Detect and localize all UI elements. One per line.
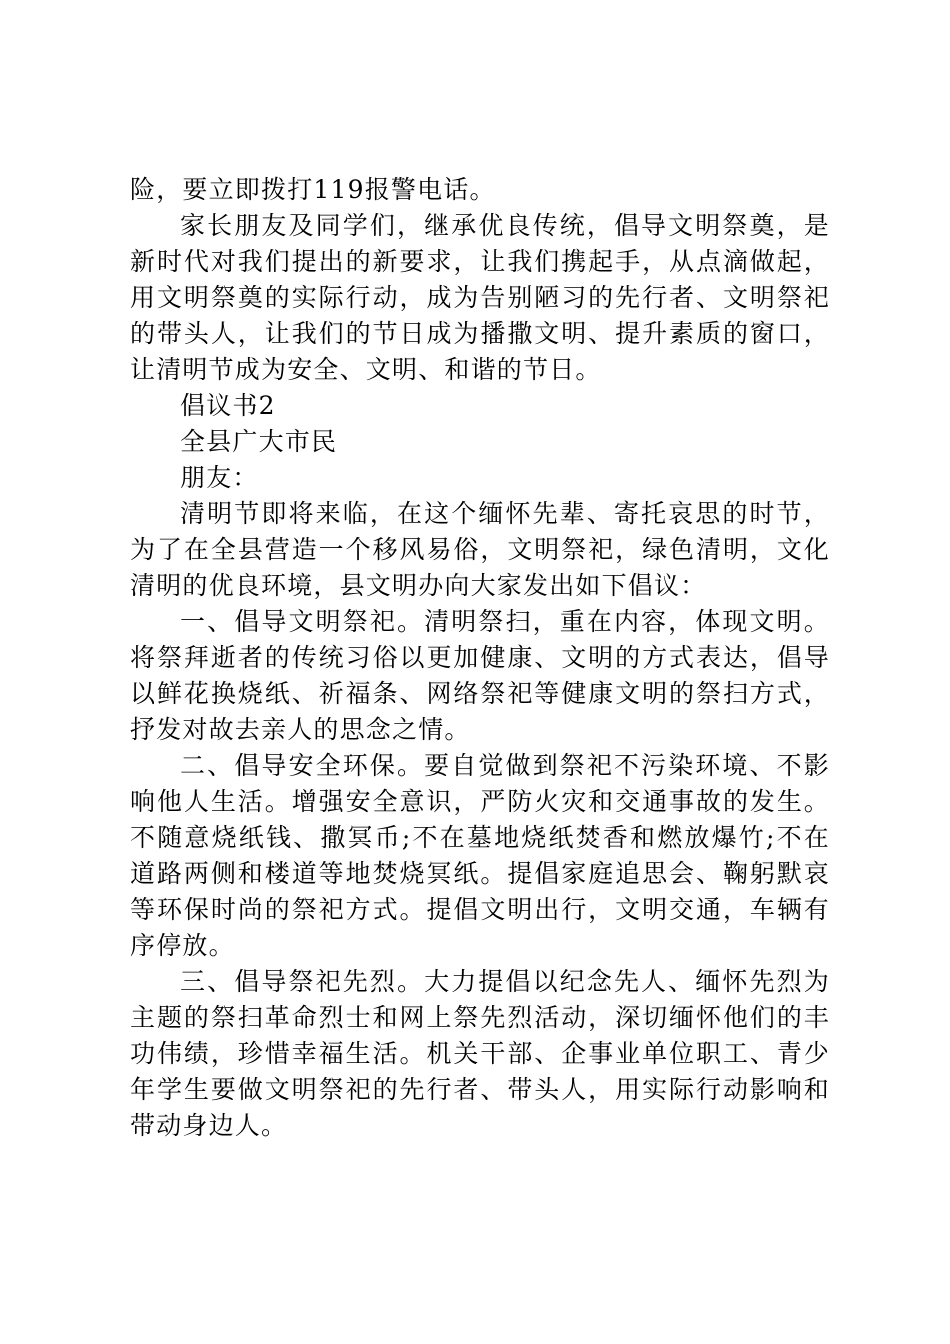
paragraph-intro: 清明节即将来临，在这个缅怀先辈、寄托哀思的时节，为了在全县营造一个移风易俗，文明祭祀，绿色清明，文化清明的优良环境，县文明办向大家发出如下倡议：: [130, 499, 830, 600]
paragraph-call-to-action: 家长朋友及同学们，继承优良传统，倡导文明祭奠，是新时代对我们提出的新要求，让我们携起手，从点滴做起，用文明祭奠的实际行动，成为告别陋习的先行者、文明祭祀的带头人，让我们的节日成为播撒文明、提升素质的窗口，让清明节成为安全、文明、和谐的节日。: [130, 211, 830, 384]
salutation-line-2: 朋友：: [180, 463, 259, 492]
document-body: [130, 172, 830, 1144]
paragraph-point-2: 二、倡导安全环保。要自觉做到祭祀不污染环境、不影响他人生活。增强安全意识，严防火灾和交通事故的发生。不随意烧纸钱、撒冥币;不在墓地烧纸焚香和燃放爆竹;不在道路两侧和楼道等地焚烧冥纸。提倡家庭追思会、鞠躬默哀等环保时尚的祭祀方式。提倡文明出行，文明交通，车辆有序停放。: [130, 751, 830, 960]
paragraph-point-3: 三、倡导祭祀先烈。大力提倡以纪念先人、缅怀先烈为主题的祭扫革命烈士和网上祭先烈活动，深切缅怀他们的丰功伟绩，珍惜幸福生活。机关干部、企事业单位职工、青少年学生要做文明祭祀的先行者、带头人，用实际行动影响和带动身边人。: [130, 967, 830, 1140]
paragraph-continuation: 险，要立即拨打119报警电话。: [130, 175, 496, 204]
paragraph-point-1: 一、倡导文明祭祀。清明祭扫，重在内容，体现文明。将祭拜逝者的传统习俗以更加健康、文明的方式表达，倡导以鲜花换烧纸、祈福条、网络祭祀等健康文明的祭扫方式，抒发对故去亲人的思念之情。: [130, 607, 830, 744]
proposal-heading: 倡议书2: [180, 391, 276, 420]
salutation-line-1: 全县广大市民: [180, 427, 338, 456]
